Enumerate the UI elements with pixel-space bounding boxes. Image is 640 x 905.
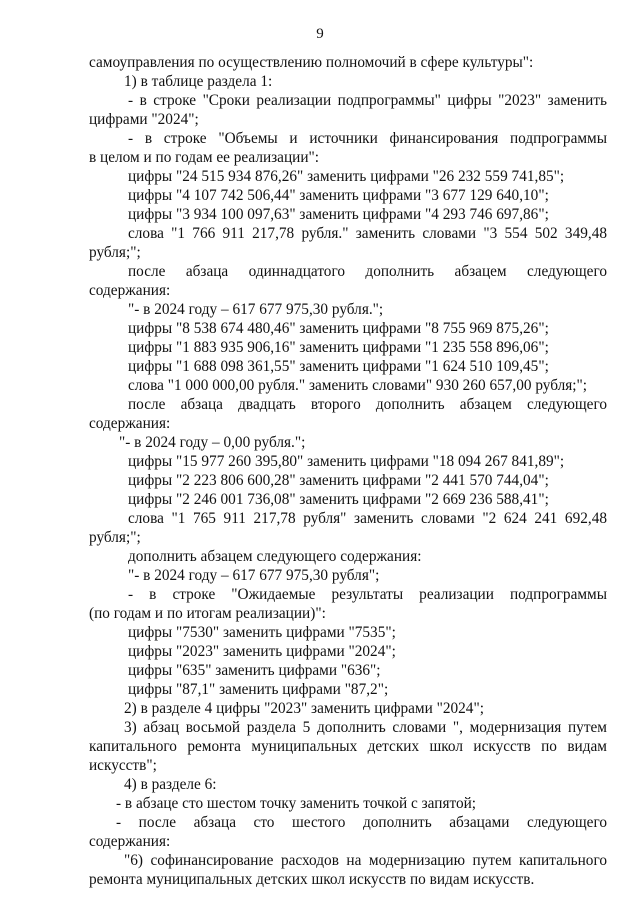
text-line: содержания: (89, 282, 171, 299)
text-line: дополнить абзацем следующего содержания: (128, 548, 422, 565)
text-line: цифры "87,1" заменить цифрами "87,2"; (128, 681, 389, 698)
text-line: цифры "15 977 260 395,80" заменить цифрами "18 094 267 841,89"; (128, 453, 565, 470)
text-line: цифры "3 934 100 097,63" заменить цифрами "4 293 746 697,86"; (128, 206, 549, 223)
text-line: рубля;"; (89, 529, 141, 546)
text-line: цифры "2023" заменить цифрами "2024"; (128, 643, 396, 660)
text-line: - в абзаце сто шестом точку заменить точкой с запятой; (116, 795, 477, 812)
text-line: искусств"; (89, 757, 157, 774)
text-line: цифры "635" заменить цифрами "636"; (128, 662, 381, 679)
text-line: рубля;"; (89, 244, 141, 261)
text-line: 3) абзац восьмой раздела 5 дополнить словами ", модернизация путем (124, 719, 607, 736)
text-line: "- в 2024 году – 0,00 рубля."; (119, 434, 306, 451)
text-line: содержания: (89, 415, 171, 432)
text-line: ремонта муниципальных детских школ искусств по видам искусств. (89, 871, 535, 888)
text-line: - в строке "Ожидаемые результаты реализации подпрограммы (128, 586, 607, 603)
text-line: 4) в разделе 6: (124, 776, 217, 793)
text-line: цифры "2 246 001 736,08" заменить цифрами "2 669 236 588,41"; (128, 491, 549, 508)
text-line: цифры "1 883 935 906,16" заменить цифрами "1 235 558 896,06"; (128, 339, 549, 356)
text-line: содержания: (89, 833, 171, 850)
text-line: цифры "2 223 806 600,28" заменить цифрами "2 441 570 744,04"; (128, 472, 549, 489)
text-line: "6) софинансирование расходов на модернизацию путем капитального (124, 852, 607, 869)
text-line: (по годам и по итогам реализации)": (89, 605, 326, 622)
text-line: - в строке "Объемы и источники финансирования подпрограммы (128, 130, 607, 147)
document-body (89, 53, 607, 889)
text-line: 1) в таблице раздела 1: (124, 73, 273, 90)
text-line: самоуправления по осуществлению полномочий в сфере культуры": (89, 54, 534, 71)
text-line: слова "1 766 911 217,78 рубля." заменить словами "3 554 502 349,48 (128, 225, 607, 242)
text-line: после абзаца двадцать второго дополнить абзацем следующего (128, 396, 607, 413)
text-line: цифры "1 688 098 361,55" заменить цифрами "1 624 510 109,45"; (128, 358, 549, 375)
text-line: 2) в разделе 4 цифры "2023" заменить цифрами "2024"; (124, 700, 484, 717)
text-line: слова "1 000 000,00 рубля." заменить словами" 930 260 657,00 рубля;"; (128, 377, 588, 394)
page-number: 9 (316, 26, 324, 42)
text-line: "- в 2024 году – 617 677 975,30 рубля."; (128, 301, 384, 318)
text-line: слова "1 765 911 217,78 рубля" заменить словами "2 624 241 692,48 (128, 510, 607, 527)
text-line: цифры "7530" заменить цифрами "7535"; (128, 624, 396, 641)
text-line: в целом и по годам ее реализации": (89, 149, 320, 166)
text-line: цифры "24 515 934 876,26" заменить цифрами "26 232 559 741,85"; (128, 168, 565, 185)
text-line: - в строке "Сроки реализации подпрограммы" цифры "2023" заменить (128, 92, 607, 109)
text-line: цифрами "2024"; (89, 111, 199, 128)
text-line: цифры "4 107 742 506,44" заменить цифрами "3 677 129 640,10"; (128, 187, 549, 204)
text-line: капитального ремонта муниципальных детских школ искусств по видам (89, 738, 607, 755)
text-line: - после абзаца сто шестого дополнить абзацами следующего (116, 814, 607, 831)
text-line: цифры "8 538 674 480,46" заменить цифрами "8 755 969 875,26"; (128, 320, 549, 337)
text-line: "- в 2024 году – 617 677 975,30 рубля"; (128, 567, 380, 584)
text-line: после абзаца одиннадцатого дополнить абзацем следующего (128, 263, 607, 280)
